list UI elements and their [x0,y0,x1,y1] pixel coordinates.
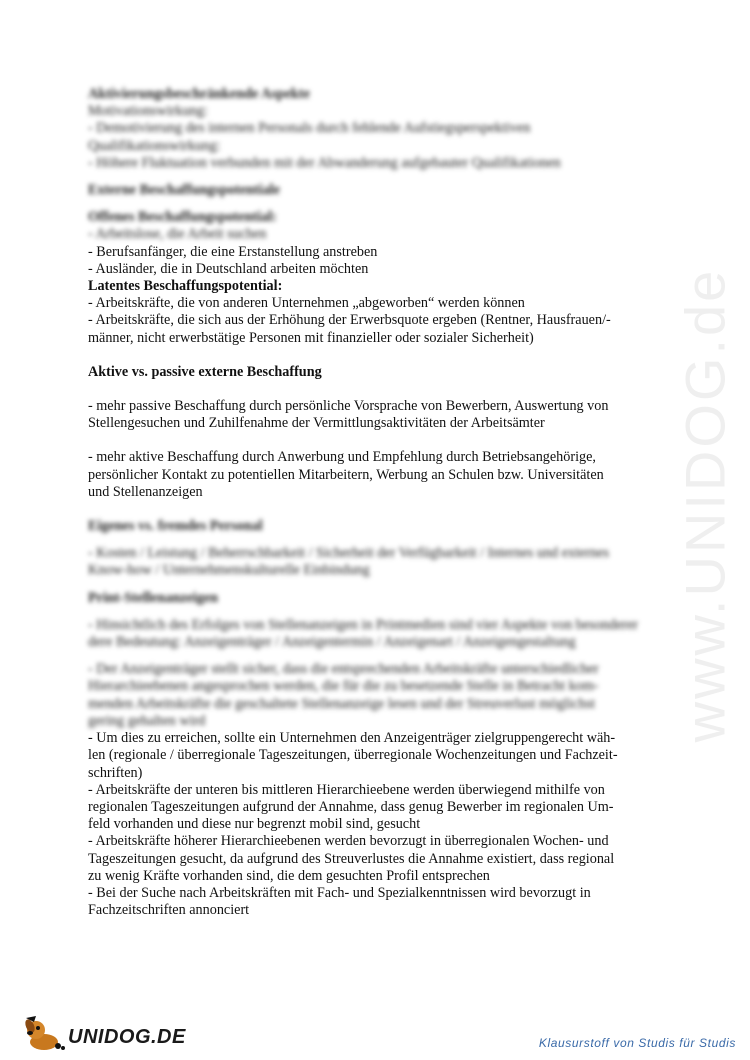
blurred-heading: Print-Stellenanzeigen [88,589,219,606]
paragraph-line: und Stellenanzeigen [88,483,203,500]
aktive-passive-section [88,364,658,501]
blurred-top-section [88,86,658,244]
blurred-line: Know-how / Unternehmenskulturelle Einbindung [88,562,370,579]
watermark-text: www.UNIDOG.de [673,267,737,743]
paragraph-line: - Arbeitskräfte der unteren bis mittleren Hierarchieebene werden überwiegend mithilfe von [88,781,605,798]
section-heading: Aktive vs. passive externe Beschaffung [88,363,322,380]
blurred-line: Motivationswirkung: [88,103,208,120]
blurred-heading: Externe Beschaffungspotentiale [88,182,280,199]
unidog-logo[interactable] [22,1014,186,1054]
blurred-heading: Aktivierungsbeschränkende Aspekte [88,86,310,102]
section-heading: Latentes Beschaffungspotential: [88,278,283,295]
logo-text: UNIDOG.DE [68,1026,186,1048]
blurred-heading: Offenes Beschaffungspotential: [88,209,277,226]
paragraph-line: - Arbeitskräfte höherer Hierarchieebenen werden bevorzugt in überregionalen Wochen- und [88,833,609,850]
paragraph-line: Tageszeitungen gesucht, da aufgrund des Streuverlustes die Annahme existiert, dass regional [88,850,615,867]
blurred-line: gering gehalten wird [88,712,206,729]
watermark [673,267,737,743]
blurred-line: - Hinsichtlich des Erfolges von Stellenanzeigen in Printmedien sind vier Aspekte von besonderer [88,616,639,633]
paragraph-line: - mehr passive Beschaffung durch persönliche Vorsprache von Bewerbern, Auswertung von [88,398,609,415]
paragraph-line: zu wenig Kräfte vorhanden sind, die dem gesuchten Profil entsprechen [88,867,490,884]
offenes-potential-items [88,244,658,278]
paragraph-line: Fachzeitschriften annonciert [88,902,250,919]
paragraph-line: feld vorhanden und diese nur begrenzt mobil sind, gesucht [88,816,421,833]
footer-tagline: Klausurstoff von Studis für Studis [538,1036,736,1050]
latentes-potential-section [88,278,658,347]
paragraph-line: - mehr aktive Beschaffung durch Anwerbung und Empfehlung durch Betriebsangehörige, [88,449,596,466]
dog-icon [22,1014,70,1054]
paragraph-line: schriften) [88,764,143,781]
list-item: - Ausländer, die in Deutschland arbeiten möchten [88,260,369,277]
blurred-heading: Eigenes vs. fremdes Personal [88,518,263,535]
document-body [88,86,658,919]
blurred-line: - Demotivierung des internen Personals durch fehlende Aufstiegsperspektiven [88,120,531,137]
list-item: - Berufsanfänger, die eine Erstanstellung anstreben [88,243,378,260]
blurred-line: - Arbeitslose, die Arbeit suchen [88,226,267,243]
list-item: - Arbeitskräfte, die von anderen Unternehmen „abgeworben“ werden können [88,295,525,312]
blurred-line: menden Arbeitskräfte die geschaltete Stellenanzeige lesen und der Streuverlust möglichst [88,695,596,712]
paragraph-line: - Bei der Suche nach Arbeitskräften mit Fach- und Spezialkenntnissen wird bevorzugt in [88,884,591,901]
paragraph-line: - Um dies zu erreichen, sollte ein Unternehmen den Anzeigenträger zielgruppengerecht wäh- [88,730,616,747]
paragraph-line: Stellengesuchen und Zuhilfenahme der Vermittlungsaktivitäten der Arbeitsämter [88,415,545,432]
paragraph-line: regionalen Tageszeitungen aufgrund der Annahme, dass genug Bewerber im regionalen Um- [88,798,614,815]
list-item-continuation: männer, nicht erwerbstätige Personen mit finanzieller oder sozialer Sicherheit) [88,329,534,346]
blurred-line: dere Bedeutung: Anzeigenträger / Anzeigentermin / Anzeigenart / Anzeigengestaltung [88,634,576,651]
blurred-line: - Höhere Fluktuation verbunden mit der Abwanderung aufgebauter Qualifikationen [88,154,561,171]
list-item: - Arbeitskräfte, die sich aus der Erhöhung der Erwerbsquote ergeben (Rentner, Hausfrauen/- [88,312,611,329]
blurred-line: Qualifikationswirkung: [88,137,221,154]
anzeigentraeger-section [88,730,658,919]
blurred-middle-section [88,518,658,730]
blurred-line: Hierarchieebenen angesprochen werden, die für die zu besetzende Stelle in Betracht kom- [88,678,599,695]
page-footer [0,1012,750,1060]
blurred-line: - Kosten / Leistung / Beherrschbarkeit / Sicherheit der Verfügbarkeit / Internes und externes [88,545,609,562]
paragraph-line: len (regionale / überregionale Tageszeitungen, überregionale Wochenzeitungen und Fachzeit- [88,747,618,764]
paragraph-line: persönlicher Kontakt zu potentiellen Mitarbeitern, Werbung an Schulen bzw. Universitäten [88,466,604,483]
blurred-line: - Der Anzeigenträger stellt sicher, dass die entsprechenden Arbeitskräfte unterschiedlicher [88,661,599,678]
